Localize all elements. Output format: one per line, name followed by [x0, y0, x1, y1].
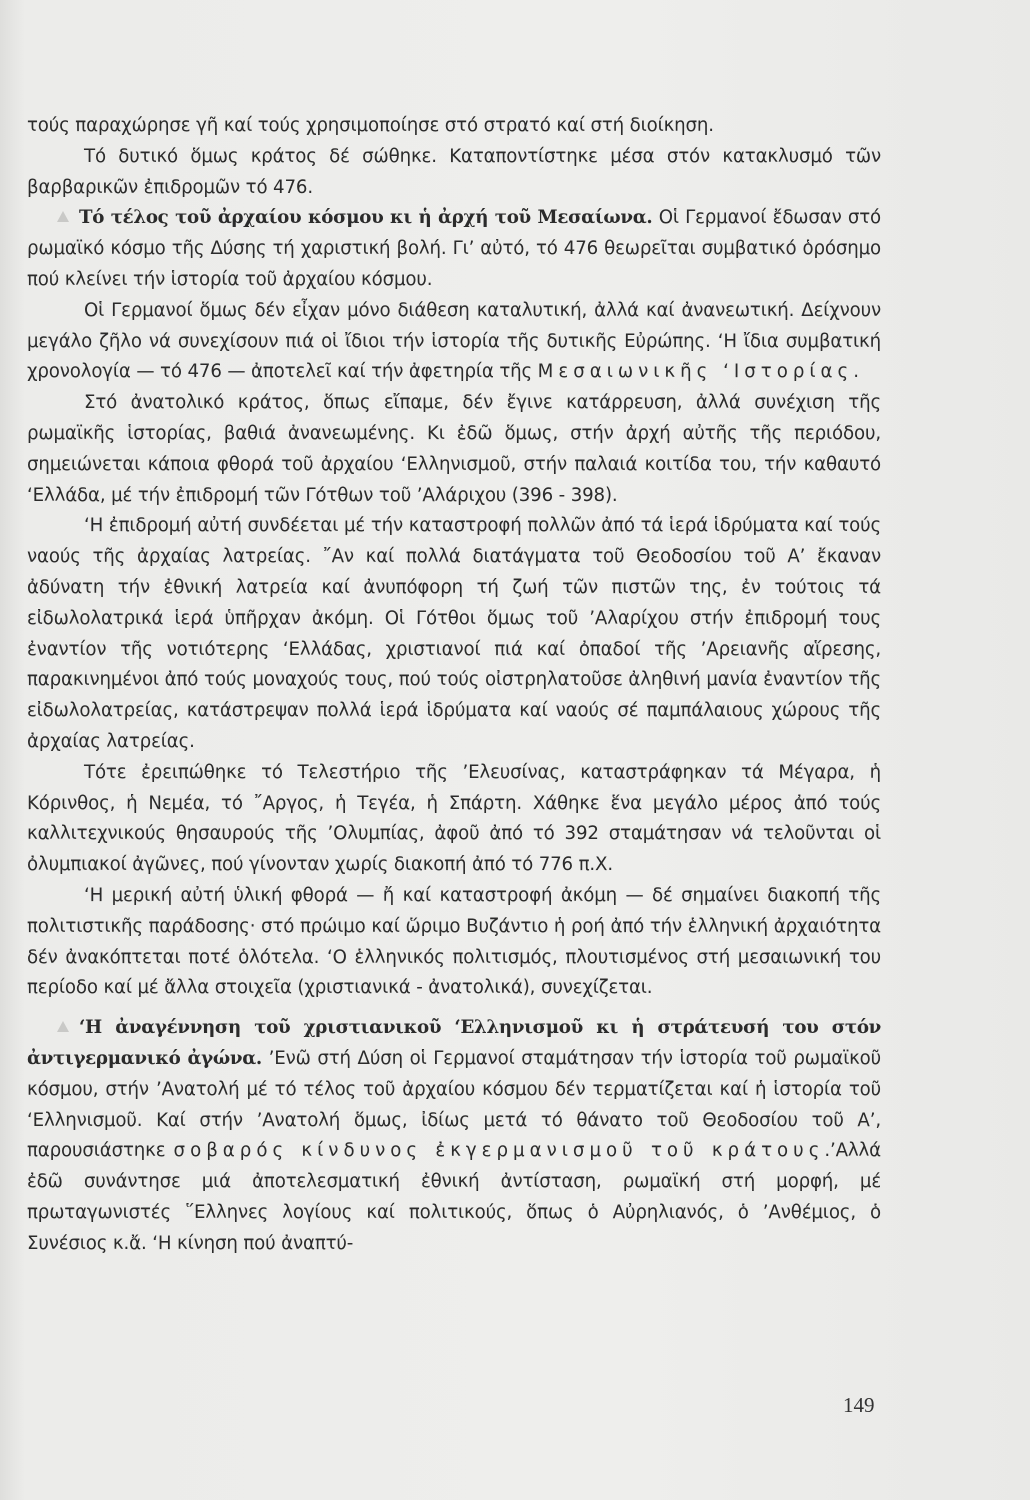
paragraph-text: Τό δυτικό ὅμως κράτος δέ σώθηκε. Καταποντίστηκε μέσα στόν κατακλυσμό τῶν βαρβαρικῶν ἐπιδρομῶν τό 476. — [27, 145, 881, 198]
section-heading: ‘Η ἀναγέννηση τοῦ χριστιανικοῦ ‘Ελληνισμοῦ κι ἡ στράτευσή του στόν ἀντιγερμανικό ἀγώνα. — [27, 1017, 881, 1069]
paragraph-text: Τότε ἐρειπώθηκε τό Τελεστήριο τῆς ’Ελευσίνας, καταστράφηκαν τά Μέγαρα, ἡ Κόρινθος, ἡ Νεμέα, τό ῎Αργος, ἡ Τεγέα, ἡ Σπάρτη. Χάθηκε ἕνα μεγάλο μέρος ἀπό τούς καλλιτεχνικούς θησαυρούς τῆς ’Ολυμπίας, ἀφοῦ ἀπό τό 392 σταμάτησαν νά τελοῦνται οἱ ὀλυμπιακοί ἀγῶνες, πού γίνονταν χωρίς διακοπή ἀπό τό 776 π.Χ. — [27, 761, 881, 876]
triangle-bullet-icon — [57, 211, 69, 222]
paragraph-8 — [27, 881, 881, 1004]
paragraph-text: .’Αλλά ἐδῶ συνάντησε μιά ἀποτελεσματική ἐθνική ἀντίσταση, ρωμαϊκή στή μορφή, μέ πρωταγωνιστές ῞Ελληνες λογίους καί πολιτικούς, ὅπως ὁ Αὐρηλιανός, ὁ ’Ανθέμιος, ὁ Συνέσιος κ.ἄ. ‘Η κίνηση πού ἀναπτύ- — [27, 1140, 881, 1254]
page-number: 149 — [843, 1393, 875, 1417]
section-heading: Τό τέλος τοῦ ἀρχαίου κόσμου κι ἡ ἀρχή τοῦ Μεσαίωνα. — [79, 207, 653, 229]
paragraph-text: Οἱ Γερμανοί ἔδωσαν στό ρωμαϊκό κόσμο τῆς Δύσης τή χαριστική βολή. Γι’ αὐτό, τό 476 θεωρεῖται συμβατικό ὁρόσημο πού κλείνει τήν ἱστορία τοῦ ἀρχαίου κόσμου. — [27, 207, 881, 290]
paragraph-text: τούς παραχώρησε γῆ καί τούς χρησιμοποίησε στό στρατό καί στή διοίκηση. — [27, 115, 714, 136]
paragraph-4 — [27, 296, 881, 388]
paragraph-text: ’Ενῶ στή Δύση οἱ Γερμανοί σταμάτησαν τήν ἱστορία τοῦ ρωμαϊκοῦ κόσμου, στήν ’Ανατολή μέ τό τέλος τοῦ ἀρχαίου κόσμου δέν τερματίζεται καί ἡ ἱστορία τοῦ ‘Ελληνισμοῦ. Καί στήν ’Ανατολή ὅμως, ἰδίως μετά τό θάνατο τοῦ Θεοδοσίου τοῦ Α’, παρουσιάστηκε — [27, 1047, 881, 1162]
paragraph-text: ‘Η μερική αὐτή ὑλική φθορά — ἤ καί καταστροφή ἀκόμη — δέ σημαίνει διακοπή τῆς πολιτιστικῆς παράδοσης· στό πρώιμο καί ὥριμο Βυζάντιο ἡ ροή ἀπό τήν ἑλληνική ἀρχαιότητα δέν ἀνακόπτεται ποτέ ὁλότελα. ‘Ο ἑλληνικός πολιτισμός, πλουτισμένος στή μεσαιωνική του περίοδο καί μέ ἄλλα στοιχεῖα (χριστιανικά - ἀνατολικά), συνεχίζεται. — [27, 884, 881, 999]
paragraph-text: Στό ἀνατολικό κράτος, ὅπως εἴπαμε, δέν ἔγινε κατάρρευση, ἀλλά συνέχιση τῆς ρωμαϊκῆς ἱστορίας, βαθιά ἀνανεωμένης. Κι ἐδῶ ὅμως, στήν ἀρχή αὐτῆς τῆς περιόδου, σημειώνεται κάποια φθορά τοῦ ἀρχαίου ‘Ελληνισμοῦ, στήν παλαιά κοιτίδα του, τήν καθαυτό ‘Ελλάδα, μέ τήν ἐπιδρομή τῶν Γότθων τοῦ ’Αλάριχου (396 - 398). — [27, 392, 881, 506]
paragraph-2 — [27, 142, 881, 204]
body-text — [27, 111, 881, 1259]
paragraph-1 — [27, 111, 881, 142]
triangle-bullet-icon — [57, 1021, 69, 1032]
spaced-emphasis: σοβαρός κίνδυνος ἐκγερμανισμοῦ τοῦ κράτους — [173, 1140, 825, 1162]
section-paragraph-revival — [27, 1013, 881, 1259]
paragraph-text: ‘Η ἐπιδρομή αὐτή συνδέεται μέ τήν καταστροφή πολλῶν ἀπό τά ἱερά ἱδρύματα καί τούς ναούς τῆς ἀρχαίας λατρείας. ῎Αν καί πολλά διατάγματα τοῦ Θεοδοσίου τοῦ Α’ ἔκαναν ἀδύνατη τήν ἐθνική λατρεία καί ἀνυπόφορη τή ζωή τῶν πιστῶν της, ἐν τούτοις τά εἰδωλολατρικά ἱερά ὑπῆρχαν ἀκόμη. Οἱ Γότθοι ὅμως τοῦ ’Αλαρίχου στήν ἐπιδρομή τους ἐναντίον τῆς νοτιότερης ‘Ελλάδας, χριστιανοί πιά καί ὀπαδοί τῆς ’Αρειανῆς αἵρεσης, παρακινημένοι ἀπό τούς μοναχούς τους, πού τούς οἰστρηλατοῦσε ἀληθινή μανία ἐναντίον τῆς εἰδωλολατρείας, κατάστρεψαν πολλά ἱερά ἱδρύματα καί ναούς σέ παμπάλαιους χώρους τῆς ἀρχαίας λατρείας. — [27, 515, 881, 752]
paragraph-text: . — [853, 361, 859, 383]
paragraph-text: Οἱ Γερμανοί ὅμως δέν εἶχαν μόνο διάθεση καταλυτική, ἀλλά καί ἀνανεωτική. Δείχνουν μεγάλο ζῆλο νά συνεχίσουν πιά οἱ ἴδιοι τήν ἱστορία τῆς δυτικῆς Εὐρώπης. ‘Η ἴδια συμβατική χρονολογία — τό 476 — ἀποτελεῖ καί τήν ἀφετηρία τῆς — [27, 299, 881, 383]
paragraph-5 — [27, 388, 881, 511]
spaced-emphasis: Μεσαιωνικῆς ‘Ιστορίας — [537, 361, 854, 383]
paragraph-7 — [27, 758, 881, 881]
section-paragraph-end-of-ancient-world — [27, 203, 881, 295]
paragraph-6 — [27, 511, 881, 757]
